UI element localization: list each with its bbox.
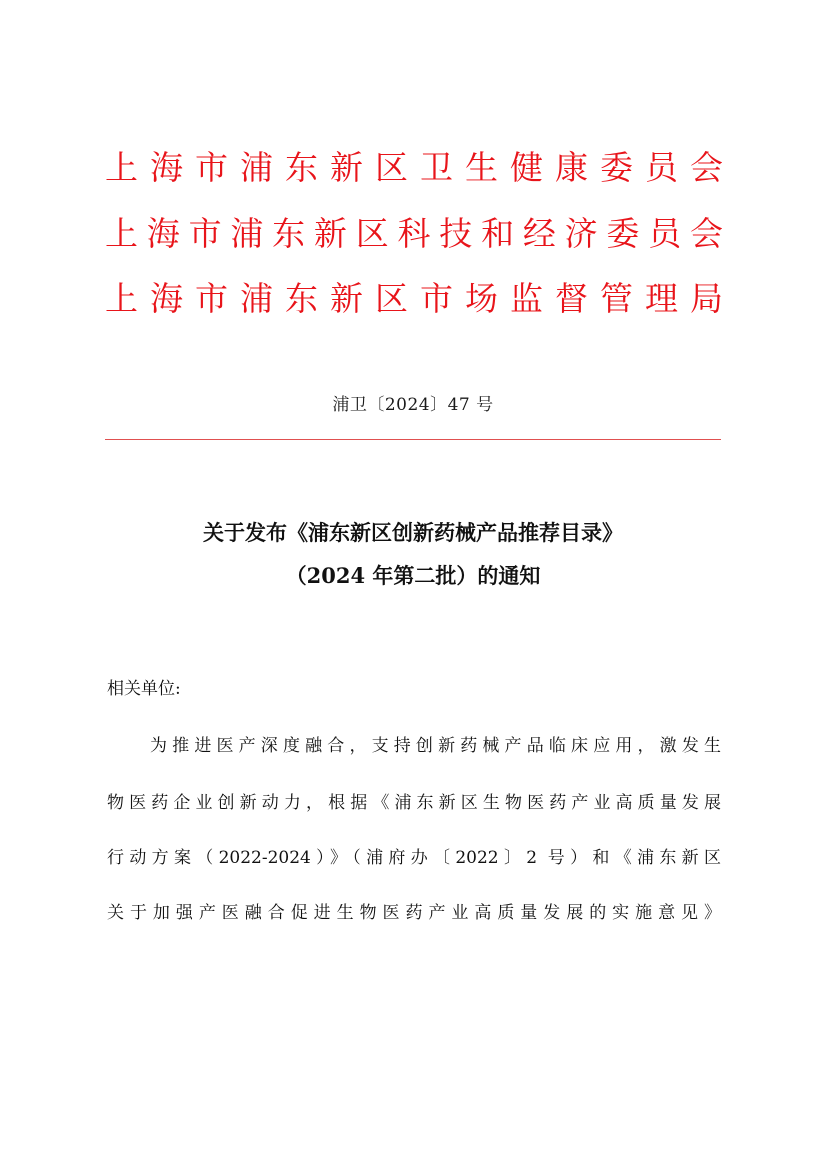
document-title-line-1: 关于发布《浦东新区创新药械产品推荐目录》 [203,520,623,545]
body-text-line: 关于加强产医融合促进生物医药产业高质量发展的实施意见》 [107,903,721,923]
body-text-line: 行动方案（2022-2024）》（浦府办〔2022〕2 号）和《浦东新区 [107,848,721,868]
body-text-line: 物医药企业创新动力，根据《浦东新区生物医药产业高质量发展 [107,793,721,813]
body-text-line: 为推进医产深度融合，支持创新药械产品临床应用，激发生 [150,736,721,756]
issuer-name-market-regulation-bureau: 上海市浦东新区市场监督管理局 [105,279,723,318]
document-number: 浦卫〔2024〕47 号 [332,395,494,415]
red-divider-line [105,439,721,440]
issuer-name-health-commission: 上海市浦东新区卫生健康委员会 [105,148,723,187]
salutation: 相关单位: [107,679,181,699]
issuer-name-science-economy-commission: 上海市浦东新区科技和经济委员会 [105,214,723,253]
document-title-line-2: （2024 年第二批）的通知 [285,563,541,588]
